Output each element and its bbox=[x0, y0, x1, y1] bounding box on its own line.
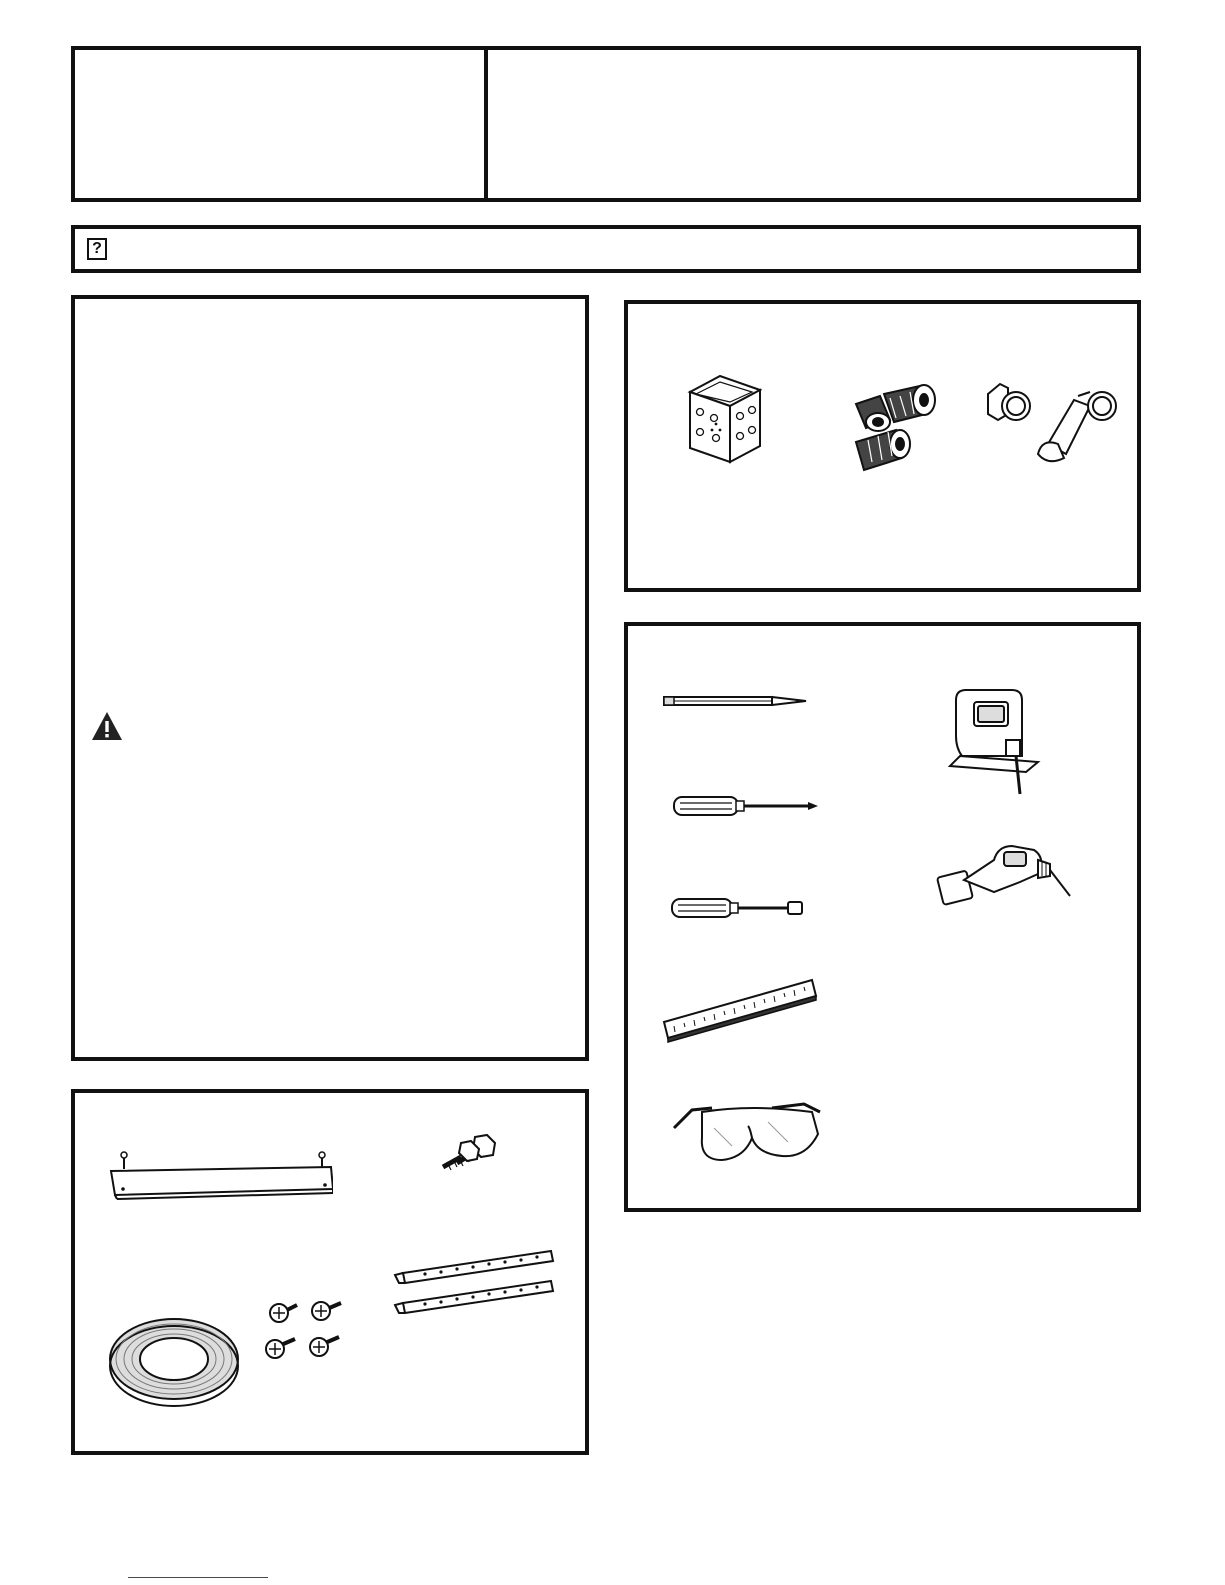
flange-strip-icon bbox=[103, 1145, 333, 1205]
question-mark-icon: ? bbox=[87, 238, 107, 260]
conduit-connectors-icon bbox=[978, 374, 1128, 474]
safety-glasses-icon bbox=[672, 1098, 824, 1168]
hex-screws-icon bbox=[437, 1133, 507, 1183]
junction-box-icon bbox=[686, 372, 766, 468]
footer-link-underline[interactable] bbox=[128, 1577, 268, 1578]
phillips-screws-icon bbox=[261, 1293, 361, 1383]
jigsaw-icon bbox=[946, 686, 1056, 806]
warning-panel bbox=[71, 295, 589, 1061]
ruler-icon bbox=[660, 976, 820, 1046]
pencil-icon bbox=[660, 692, 810, 712]
wire-nuts-icon bbox=[850, 382, 940, 492]
warning-triangle-icon bbox=[91, 711, 123, 741]
power-drill-icon bbox=[934, 838, 1074, 908]
mounting-brackets-icon bbox=[385, 1249, 555, 1329]
parts-included-panel bbox=[71, 1089, 589, 1455]
tape-roll-icon bbox=[107, 1311, 242, 1411]
phillips-screwdriver-icon bbox=[670, 792, 822, 820]
header-box bbox=[71, 46, 1141, 202]
tools-needed-panel bbox=[624, 622, 1141, 1212]
materials-needed-panel bbox=[624, 300, 1141, 592]
nut-driver-icon bbox=[668, 894, 808, 922]
help-bar bbox=[71, 225, 1141, 273]
header-divider bbox=[484, 46, 488, 202]
